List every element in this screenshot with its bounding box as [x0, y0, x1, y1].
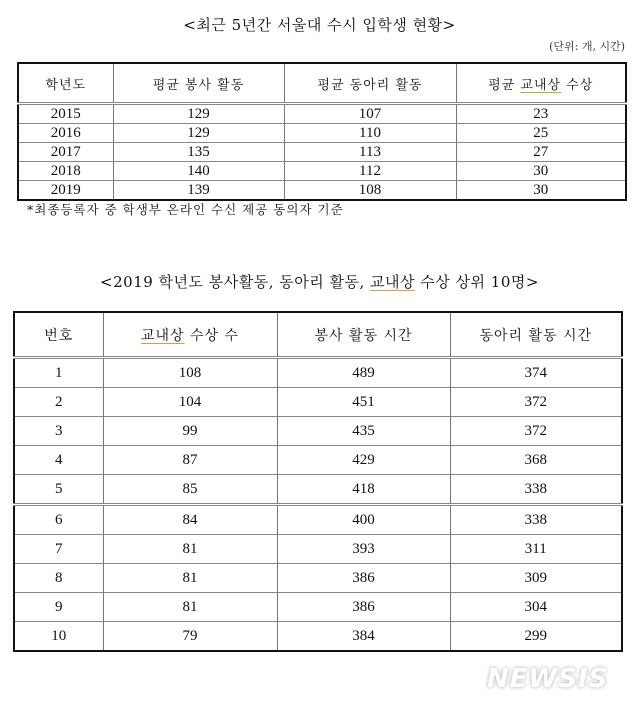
- table-row: [14, 446, 622, 475]
- cell-club-hours: 304: [450, 593, 622, 622]
- cell-awards: 79: [103, 622, 277, 652]
- admission-stats-table: [17, 62, 627, 201]
- table-row: [18, 162, 626, 181]
- cell-awards: 23: [456, 104, 626, 124]
- cell-year: 2018: [18, 162, 113, 181]
- cell-volunteer-hours: 429: [277, 446, 450, 475]
- table-row: [14, 564, 622, 593]
- cell-club-hours: 372: [450, 417, 622, 446]
- cell-club-hours: 338: [450, 505, 622, 535]
- cell-club-hours: 368: [450, 446, 622, 475]
- table-row: [14, 505, 622, 535]
- table-header-row: [18, 63, 626, 104]
- column-header: 학년도: [18, 63, 113, 104]
- cell-volunteer: 129: [113, 104, 284, 124]
- cell-club: 107: [284, 104, 456, 124]
- table2-title: <2019 학년도 봉사활동, 동아리 활동, 교내상 수상 상위 10명>: [100, 273, 539, 291]
- cell-club-hours: 309: [450, 564, 622, 593]
- cell-rank: 2: [14, 388, 103, 417]
- cell-year: 2016: [18, 124, 113, 143]
- table-row: [18, 124, 626, 143]
- cell-club: 108: [284, 181, 456, 201]
- table1-title: <최근 5년간 서울대 수시 입학생 현황>: [183, 16, 456, 34]
- cell-rank: 5: [14, 475, 103, 505]
- column-header: 평균 동아리 활동: [284, 63, 456, 104]
- table-row: [18, 104, 626, 124]
- cell-rank: 1: [14, 358, 103, 388]
- cell-volunteer-hours: 384: [277, 622, 450, 652]
- table-row: [14, 535, 622, 564]
- cell-club-hours: 311: [450, 535, 622, 564]
- cell-year: 2015: [18, 104, 113, 124]
- cell-club: 110: [284, 124, 456, 143]
- cell-awards: 81: [103, 593, 277, 622]
- cell-club: 112: [284, 162, 456, 181]
- cell-volunteer-hours: 435: [277, 417, 450, 446]
- cell-club-hours: 299: [450, 622, 622, 652]
- cell-awards: 81: [103, 535, 277, 564]
- cell-club-hours: 338: [450, 475, 622, 505]
- cell-club: 113: [284, 143, 456, 162]
- cell-awards: 99: [103, 417, 277, 446]
- table-row: [14, 388, 622, 417]
- table-row: [14, 622, 622, 652]
- cell-awards: 85: [103, 475, 277, 505]
- cell-awards: 30: [456, 181, 626, 201]
- table1-unit-label: (단위: 개, 시간): [549, 40, 625, 53]
- cell-awards: 27: [456, 143, 626, 162]
- cell-volunteer: 140: [113, 162, 284, 181]
- cell-volunteer-hours: 418: [277, 475, 450, 505]
- column-header: 교내상 수상 수: [103, 312, 277, 358]
- cell-awards: 84: [103, 505, 277, 535]
- cell-year: 2019: [18, 181, 113, 201]
- cell-volunteer-hours: 451: [277, 388, 450, 417]
- cell-awards: 104: [103, 388, 277, 417]
- cell-volunteer-hours: 489: [277, 358, 450, 388]
- cell-volunteer-hours: 400: [277, 505, 450, 535]
- column-header: 봉사 활동 시간: [277, 312, 450, 358]
- table-row: [14, 475, 622, 505]
- column-header: 평균 교내상 수상: [456, 63, 626, 104]
- column-header: 평균 봉사 활동: [113, 63, 284, 104]
- cell-rank: 7: [14, 535, 103, 564]
- cell-awards: 81: [103, 564, 277, 593]
- cell-awards: 87: [103, 446, 277, 475]
- newsis-watermark-logo: NEWSIS: [487, 664, 609, 694]
- cell-volunteer: 135: [113, 143, 284, 162]
- table-header-row: [14, 312, 622, 358]
- cell-club-hours: 374: [450, 358, 622, 388]
- top10-students-table: [13, 311, 623, 652]
- table-row: [14, 358, 622, 388]
- cell-volunteer-hours: 386: [277, 593, 450, 622]
- cell-rank: 4: [14, 446, 103, 475]
- table-row: [14, 593, 622, 622]
- cell-rank: 9: [14, 593, 103, 622]
- cell-awards: 25: [456, 124, 626, 143]
- cell-club-hours: 372: [450, 388, 622, 417]
- cell-rank: 8: [14, 564, 103, 593]
- cell-rank: 3: [14, 417, 103, 446]
- cell-volunteer: 139: [113, 181, 284, 201]
- column-header: 번호: [14, 312, 103, 358]
- cell-awards: 30: [456, 162, 626, 181]
- cell-rank: 6: [14, 505, 103, 535]
- cell-awards: 108: [103, 358, 277, 388]
- cell-year: 2017: [18, 143, 113, 162]
- table-row: [18, 181, 626, 201]
- cell-volunteer: 129: [113, 124, 284, 143]
- cell-volunteer-hours: 386: [277, 564, 450, 593]
- table1-footnote: *최종등록자 중 학생부 온라인 수신 제공 동의자 기준: [27, 202, 344, 217]
- cell-volunteer-hours: 393: [277, 535, 450, 564]
- column-header: 동아리 활동 시간: [450, 312, 622, 358]
- cell-rank: 10: [14, 622, 103, 652]
- table-row: [18, 143, 626, 162]
- table-row: [14, 417, 622, 446]
